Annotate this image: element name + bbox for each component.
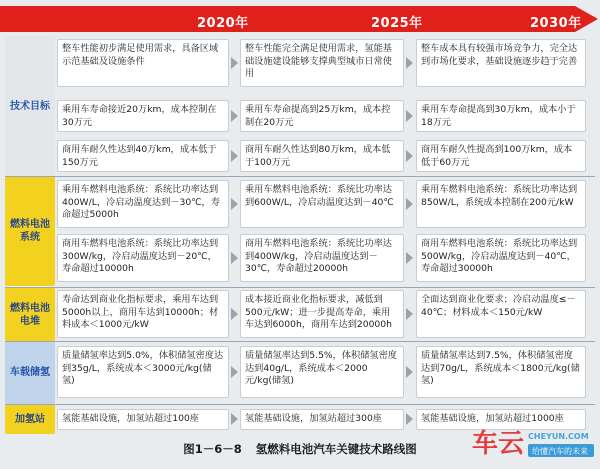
arrow-right-icon [406, 57, 413, 69]
section-divider [5, 287, 595, 288]
tech-overall-2020: 整车性能初步满足使用需求，具备区域示范基础及设施条件 [57, 39, 229, 87]
category-fuel-cell-system [5, 176, 55, 286]
arrow-right-icon [231, 198, 238, 210]
stack-2020: 寿命达到商业化指标要求，乘用车达到5000h以上，商用车达到10000h；材料成本＜1000元/kW [57, 290, 229, 338]
arrow-right-icon [406, 366, 413, 378]
section-divider [5, 341, 595, 342]
h2-storage-2025: 质量储氢率达到5.5%，体积储氢密度达到40g/L，系统成本＜2000元/kg(储氢) [240, 346, 404, 398]
station-2025: 氢能基础设施，加氢站超过300座 [240, 409, 404, 430]
arrow-right-icon [231, 57, 238, 69]
arrow-right-icon [406, 110, 413, 122]
category-label: 车载储氢 [10, 367, 50, 378]
arrow-right-icon [406, 308, 413, 320]
stack-2025: 成本接近商业化指标要求，减低到500元/kW；进一步提高寿命，乘用车达到6000h，商用车达到20000h [240, 290, 404, 338]
tech-commercial-2020: 商用车耐久性达到40万km，成本低于150万元 [57, 140, 229, 172]
fc-commercial-2020: 商用车燃料电池系统：系统比功率达到300W/kg，冷启动温度达到－20℃，寿命超过10000h [57, 234, 229, 282]
watermark-brand: 车云 [472, 429, 525, 459]
fc-passenger-2030: 乘用车燃料电池系统：系统比功率达到850W/L，系统成本控制在200元/kW [416, 180, 586, 228]
h2-storage-2030: 质量储氢率达到7.5%，体积储氢密度达到70g/L，系统成本＜1800元/kg(储氢) [416, 346, 586, 398]
section-divider [5, 176, 595, 177]
stack-2030: 全面达到商业化要求；冷启动温度≤－40℃；材料成本＜150元/kW [416, 290, 586, 338]
category-label: 加氢站 [15, 413, 45, 425]
fc-passenger-2025: 乘用车燃料电池系统：系统比功率达到600W/L，冷启动温度达到－40℃ [240, 180, 404, 228]
arrow-right-icon [231, 252, 238, 264]
arrow-right-icon [231, 366, 238, 378]
category-label-line1: 燃料电池 [10, 302, 50, 314]
year-2025: 2025年 [371, 16, 423, 31]
arrow-right-icon [231, 150, 238, 162]
station-2030: 氢能基础设施，加氢站超过1000座 [416, 409, 586, 430]
arrow-right-icon [406, 150, 413, 162]
category-tech-targets [5, 36, 55, 176]
cheyun-watermark-logo [466, 422, 598, 466]
arrow-right-icon [406, 413, 413, 425]
tech-overall-2025: 整车性能完全满足使用需求，氢能基础设施建设能够支撑典型城市日常使用 [240, 39, 404, 87]
category-h2-storage [5, 341, 55, 404]
arrow-right-icon [406, 252, 413, 264]
fc-commercial-2025: 商用车燃料电池系统：系统比功率达到400W/kg，冷启动温度达到－30℃，寿命超过20000h [240, 234, 404, 282]
tech-passenger-2025: 乘用车寿命提高到25万km，成本控制在20万元 [240, 100, 404, 132]
section-divider [5, 404, 595, 405]
tech-overall-2030: 整车成本具有较强市场竞争力，完全达到市场化要求，基础设施逐步趋于完善 [416, 39, 586, 87]
timeline-arrow-shape [0, 4, 600, 34]
arrow-right-icon [231, 308, 238, 320]
arrow-right-icon [406, 198, 413, 210]
tech-passenger-2030: 乘用车寿命提高到30万km，成本小于18万元 [416, 100, 586, 132]
timeline-arrow [0, 4, 600, 34]
year-2020: 2020年 [197, 16, 249, 31]
h2-storage-2020: 质量储氢率达到5.0%，体积储氢密度达到35g/L，系统成本＜3000元/kg(储氢) [57, 346, 229, 398]
arrow-right-icon [231, 110, 238, 122]
category-fuel-cell-stack [5, 288, 55, 341]
fc-commercial-2030: 商用车燃料电池系统：系统比功率达到500W/kg，冷启动温度达到－40℃，寿命超过30000h [416, 234, 586, 282]
figure-number: 图1－6－8 [183, 442, 242, 456]
fc-passenger-2020: 乘用车燃料电池系统：系统比功率达到400W/L，冷启动温度达到－30℃，寿命超过5000h [57, 180, 229, 228]
watermark-slogan: 给懂汽车的未来 [532, 447, 588, 456]
category-label-line2: 系统 [20, 232, 40, 243]
watermark-site: CHEYUN.COM [528, 432, 589, 441]
category-station [5, 404, 55, 434]
arrow-right-icon [231, 413, 238, 425]
category-label-line2: 电堆 [20, 315, 40, 327]
tech-commercial-2030: 商用车耐久性提高到100万km，成本低于60万元 [416, 140, 586, 172]
tech-passenger-2020: 乘用车寿命接近20万km，成本控制在30万元 [57, 100, 229, 132]
category-label: 技术目标 [10, 100, 50, 112]
year-2030: 2030年 [530, 16, 582, 31]
station-2020: 氢能基础设施，加氢站超过100座 [57, 409, 229, 430]
category-label-line1: 燃料电池 [10, 219, 50, 230]
tech-commercial-2025: 商用车耐久性达到80万km，成本低于100万元 [240, 140, 404, 172]
figure-title: 氢燃料电池汽车关键技术路线图 [255, 442, 417, 456]
